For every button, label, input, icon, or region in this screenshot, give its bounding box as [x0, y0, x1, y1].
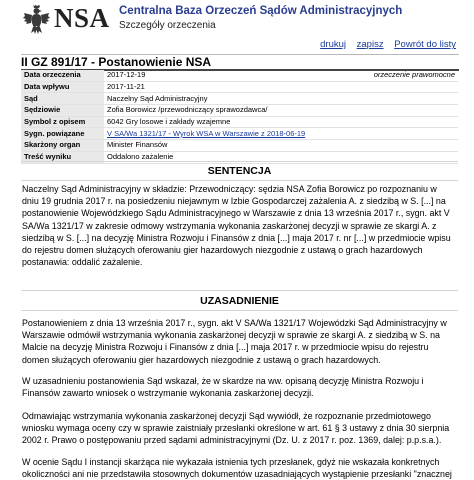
section-divider [21, 290, 458, 291]
metadata-value: 6042 Gry losowe i zakłady wzajemne [104, 116, 458, 128]
metadata-label: Symbol z opisem [21, 116, 104, 128]
back-to-list-link[interactable]: Powrót do listy [394, 39, 456, 50]
table-row [21, 93, 458, 105]
case-title: II GZ 891/17 - Postanowienie NSA [21, 55, 212, 69]
metadata-value [104, 128, 458, 140]
section-divider [21, 310, 458, 311]
metadata-label: Data orzeczenia [21, 70, 104, 81]
table-row [21, 70, 458, 81]
finality-note: orzeczenie prawomocne [332, 70, 458, 81]
nsa-logo: NSA [54, 3, 110, 33]
metadata-value: Zofia Borowicz /przewodniczący sprawozdawca/ [104, 105, 458, 117]
metadata-value: Minister Finansów [104, 140, 458, 152]
section-divider [21, 161, 458, 162]
metadata-label: Treść wyniku [21, 151, 104, 163]
table-row [21, 116, 458, 128]
metadata-label: Data wpływu [21, 81, 104, 93]
metadata-label: Skarżony organ [21, 140, 104, 152]
page-subtitle: Szczegóły orzeczenia [119, 20, 216, 31]
metadata-value: 2017-11-21 [104, 81, 458, 93]
metadata-value: 2017-12-19 [104, 70, 332, 81]
save-link[interactable]: zapisz [356, 39, 384, 50]
table-row [21, 128, 458, 140]
uzasadnienie-paragraph: W ocenie Sądu I instancji skarżąca nie wykazała istnienia tych przesłanek, gdyż nie wskazała konkretnych okoliczności ani nie przedstawiła stosownych dokumentów uzasadniających wystąpienie przesłanki "znacznej [22, 457, 452, 480]
sentencja-heading: SENTENCJA [207, 165, 272, 177]
site-header [0, 0, 474, 38]
uzasadnienie-paragraph: Odmawiając wstrzymania wykonania zaskarżonej decyzji Sąd wywiódł, że rozpoznanie przedmiotowego wniosku wymaga oceny czy w sprawie zaistniały przesłanki określone w art. 61 § 3 ustawy z dnia 30 sierpnia 2002 r. Prawo o postępowaniu przed sądami administracyjnymi (Dz. U. z 2017 r. poz. 1369, dalej: p.p.s.a.). [22, 411, 450, 446]
metadata-value: Oddalono zażalenie [104, 151, 458, 163]
sentencja-text: Naczelny Sąd Administracyjny w składzie: Przewodniczący: sędzia NSA Zofia Borowicz po rozpoznaniu w dniu 19 grudnia 2017 r. na posiedzeniu niejawnym w Izbie Gospodarczej zażalenia A. z siedzibą w S. [...] na postanowienie Wojewódzkiego Sądu Administracyjnego w Warszawie z dnia 13 września 2017 r., sygn. akt V SA/Wa 1321/17 w zakresie odmowy wstrzymania wykonania zaskarżonej decyzji w sprawie ze skargi A. z siedzibą w S. [...] na decyzję Ministra Rozwoju i Finansów z dnia [...] maja 2017 r. nr [...] w przedmiocie wpisu do rejestru domen służących oferowaniu gier hazardowych niezgodnie z ustawą o grach hazardowych postanawia: oddalić zażalenie. [22, 184, 451, 268]
uzasadnienie-heading: UZASADNIENIE [200, 295, 279, 307]
metadata-label: Sąd [21, 93, 104, 105]
polish-eagle-emblem-icon [23, 3, 50, 35]
metadata-value: Naczelny Sąd Administracyjny [104, 93, 458, 105]
table-row [21, 105, 458, 117]
uzasadnienie-paragraph: W uzasadnieniu postanowienia Sąd wskazał, że w skardze na ww. opisaną decyzję Ministra Rozwoju i Finansów zawarto wniosek o wstrzymanie wykonania zaskarżonej decyzji. [22, 376, 424, 399]
metadata-table [21, 70, 458, 164]
site-title: Centralna Baza Orzeczeń Sądów Administracyjnych [119, 5, 403, 17]
metadata-label: Sygn. powiązane [21, 128, 104, 140]
toolbar-links [312, 39, 456, 50]
related-case-link[interactable]: V SA/Wa 1321/17 - Wyrok WSA w Warszawie z 2018-06-19 [107, 128, 306, 138]
table-row [21, 81, 458, 93]
print-link[interactable]: drukuj [320, 39, 346, 50]
section-divider [21, 180, 458, 181]
metadata-label: Sędziowie [21, 105, 104, 117]
table-row [21, 140, 458, 152]
uzasadnienie-paragraph: Postanowieniem z dnia 13 września 2017 r., sygn. akt V SA/Wa 1321/17 Wojewódzki Sąd Administracyjny w Warszawie odmówił wstrzymania wykonania zaskarżonej decyzji w sprawie ze skargi A. z siedzibą w S. na Malcie na decyzję Ministra Rozwoju i Finansów z dnia [...] maja 2017 r. w przedmiocie wpisu do rejestru domen służących oferowaniu gier hazardowych niezgodnie z ustawą o grach hazardowych. [22, 318, 447, 365]
